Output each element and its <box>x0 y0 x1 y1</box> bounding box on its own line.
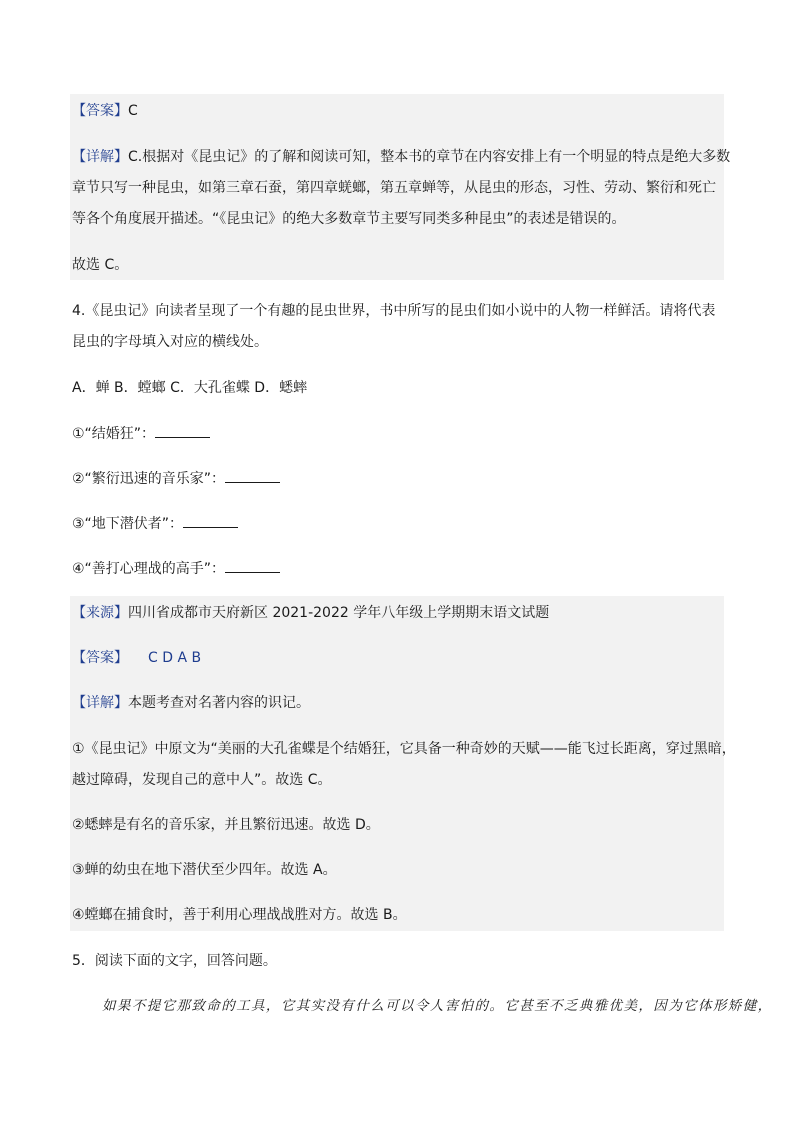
source-tag: 【来源】 <box>72 605 128 621</box>
q3-answer-line <box>72 101 138 121</box>
q4-item-3 <box>72 513 238 534</box>
q4-source-line <box>72 603 549 623</box>
q4-explanation-1-cont: 越过障碍，发现自己的意中人”。故选 C。 <box>72 772 332 788</box>
q3-conclusion: 故选 C。 <box>72 257 129 273</box>
answer-blank[interactable] <box>155 423 210 438</box>
detail-text: C.根据对《昆虫记》的了解和阅读可知，整本书的章节在内容安排上有一个明显的特点是绝大多数 <box>128 149 731 165</box>
answer-block-q4 <box>70 596 724 931</box>
detail-tag: 【详解】 <box>72 149 128 165</box>
q4-item-2 <box>72 468 280 489</box>
q5-stem: 5．阅读下面的文字，回答问题。 <box>72 953 277 969</box>
q4-item-4 <box>72 558 280 579</box>
source-text: 四川省成都市天府新区 2021-2022 学年八年级上学期期末语文试题 <box>128 605 550 621</box>
q4-stem-line-2: 昆虫的字母填入对应的横线处。 <box>72 334 268 350</box>
detail-intro: 本题考查对名著内容的识记。 <box>128 695 310 711</box>
q4-item-1 <box>72 423 210 444</box>
answer-blank[interactable] <box>225 558 280 573</box>
answer-value: C D A B <box>148 650 202 666</box>
item-label: ④“善打心理战的高手”： <box>72 561 226 577</box>
q5-passage: 如果不提它那致命的工具，它其实没有什么可以令人害怕的。它甚至不乏典雅优美，因为它体形矫健， <box>102 998 773 1014</box>
q4-detail-line <box>72 693 310 713</box>
q3-detail-line-1 <box>72 147 730 167</box>
q4-explanation-3: ③蝉的幼虫在地下潜伏至少四年。故选 A。 <box>72 862 337 878</box>
answer-tag: 【答案】 <box>72 103 128 119</box>
answer-blank[interactable] <box>183 513 238 528</box>
q3-detail-line-2: 章节只写一种昆虫，如第三章石蚕，第四章蜣螂，第五章蝉等，从昆虫的形态，习性、劳动、繁衍和死亡 <box>72 180 716 196</box>
answer-blank[interactable] <box>225 468 280 483</box>
q4-answer-line <box>72 648 201 668</box>
q4-explanation-4: ④螳螂在捕食时，善于利用心理战战胜对方。故选 B。 <box>72 907 407 923</box>
answer-value: C <box>128 103 138 119</box>
q3-detail-line-3: 等各个角度展开描述。“《昆虫记》的绝大多数章节主要写同类多种昆虫”的表述是错误的。 <box>72 211 626 227</box>
q4-options: A．蝉 B．螳螂 C．大孔雀蝶 D．蟋蟀 <box>72 380 308 396</box>
item-label: ①“结婚狂”： <box>72 426 156 442</box>
item-label: ③“地下潜伏者”： <box>72 516 184 532</box>
q4-explanation-1: ①《昆虫记》中原文为“美丽的大孔雀蝶是个结婚狂，它具备一种奇妙的天赋——能飞过长距离，穿过黑暗， <box>72 741 736 757</box>
q4-explanation-2: ②蟋蟀是有名的音乐家，并且繁衍迅速。故选 D。 <box>72 817 380 833</box>
answer-tag: 【答案】 <box>72 650 128 666</box>
item-label: ②“繁衍迅速的音乐家”： <box>72 471 226 487</box>
detail-tag: 【详解】 <box>72 695 128 711</box>
q4-stem-line-1: 4.《昆虫记》向读者呈现了一个有趣的昆虫世界，书中所写的昆虫们如小说中的人物一样鲜活。请将代表 <box>72 303 716 319</box>
